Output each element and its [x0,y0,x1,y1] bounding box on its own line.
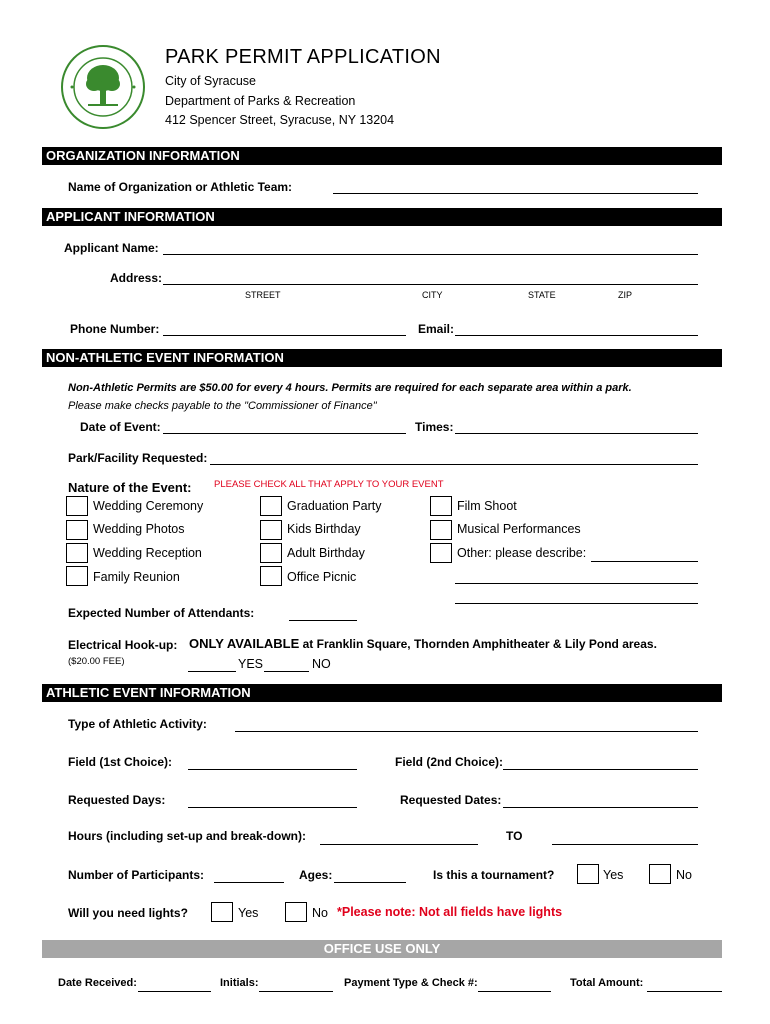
total-amount-label: Total Amount: [570,977,644,989]
electrical-note [189,636,657,651]
hours-to-label: TO [506,829,523,843]
option-office-picnic: Office Picnic [287,570,357,584]
option-wedding-reception: Wedding Reception [93,546,202,560]
page-title: PARK PERMIT APPLICATION [165,46,441,68]
payment-field[interactable] [478,991,551,992]
option-family-reunion: Family Reunion [93,570,180,584]
checkbox-wedding-ceremony[interactable] [66,496,88,516]
electrical-fee: ($20.00 FEE) [68,656,125,667]
electrical-note-emphasis: ONLY AVAILABLE [189,636,300,651]
section-non-athletic: NON-ATHLETIC EVENT INFORMATION [42,349,722,367]
applicant-name-label: Applicant Name: [64,241,159,255]
checkbox-lights-yes[interactable] [211,902,233,922]
requested-dates-field[interactable] [503,807,698,808]
electrical-label: Electrical Hook-up: [68,638,178,652]
check-all-note: PLEASE CHECK ALL THAT APPLY TO YOUR EVENT [214,479,444,490]
checkbox-kids-birthday[interactable] [260,520,282,540]
header-department: Department of Parks & Recreation [165,94,356,108]
checkbox-lights-no[interactable] [285,902,307,922]
tournament-yes-label: Yes [603,868,624,882]
event-date-label: Date of Event: [80,420,161,434]
phone-label: Phone Number: [70,322,160,336]
field-2nd-label: Field (2nd Choice): [395,755,503,769]
attendants-field[interactable] [289,620,357,621]
header-address: 412 Spencer Street, Syracuse, NY 13204 [165,113,395,127]
electrical-yes-label: YES [238,657,264,671]
electrical-yes-field[interactable] [188,671,236,672]
email-label: Email: [418,322,455,336]
checks-payable-note: Please make checks payable to the "Commissioner of Finance" [68,400,377,412]
non-athletic-fee-note: Non-Athletic Permits are $50.00 for every 4 hours. Permits are required for each separate area within a park. [68,382,632,394]
lights-yes-label: Yes [238,906,259,920]
tournament-label: Is this a tournament? [433,868,555,882]
checkbox-family-reunion[interactable] [66,566,88,586]
participants-label: Number of Participants: [68,868,205,882]
other-describe-field-2[interactable] [455,583,698,584]
org-name-field[interactable] [333,193,698,194]
phone-field[interactable] [163,335,406,336]
initials-field[interactable] [259,991,333,992]
athletic-type-field[interactable] [235,731,698,732]
option-other: Other: please describe: [457,546,587,560]
total-amount-field[interactable] [647,991,722,992]
option-wedding-photos: Wedding Photos [93,522,185,536]
times-field[interactable] [455,433,698,434]
initials-label: Initials: [220,977,259,989]
checkbox-wedding-photos[interactable] [66,520,88,540]
requested-days-label: Requested Days: [68,793,166,807]
checkbox-adult-birthday[interactable] [260,543,282,563]
field-1st-label: Field (1st Choice): [68,755,173,769]
other-describe-field-1[interactable] [591,561,698,562]
checkbox-other[interactable] [430,543,452,563]
athletic-type-label: Type of Athletic Activity: [68,717,207,731]
lights-label: Will you need lights? [68,906,188,920]
option-kids-birthday: Kids Birthday [287,522,361,536]
electrical-no-field[interactable] [264,671,309,672]
section-applicant: APPLICANT INFORMATION [42,208,722,226]
hours-label: Hours (including set-up and break-down): [68,829,306,843]
applicant-name-field[interactable] [163,254,698,255]
payment-label: Payment Type & Check #: [344,977,478,989]
electrical-no-label: NO [312,657,331,671]
address-field[interactable] [163,284,698,285]
org-name-label: Name of Organization or Athletic Team: [68,180,293,194]
city-caption: CITY [422,290,443,300]
event-date-field[interactable] [163,433,406,434]
field-1st-field[interactable] [188,769,357,770]
electrical-note-rest: at Franklin Square, Thornden Amphitheater & Lily Pond areas. [299,637,657,651]
tournament-no-label: No [676,868,692,882]
checkbox-tournament-yes[interactable] [577,864,599,884]
hours-from-field[interactable] [320,844,478,845]
section-organization: ORGANIZATION INFORMATION [42,147,722,165]
state-caption: STATE [528,290,556,300]
date-received-field[interactable] [138,991,211,992]
field-2nd-field[interactable] [503,769,698,770]
option-musical-performances: Musical Performances [457,522,581,536]
participants-field[interactable] [214,882,284,883]
street-caption: STREET [245,290,281,300]
times-label: Times: [415,420,454,434]
checkbox-graduation-party[interactable] [260,496,282,516]
zip-caption: ZIP [618,290,633,300]
option-wedding-ceremony: Wedding Ceremony [93,499,204,513]
nature-label: Nature of the Event: [68,480,192,495]
header-city: City of Syracuse [165,74,257,88]
section-athletic: ATHLETIC EVENT INFORMATION [42,684,722,702]
address-label: Address: [110,271,163,285]
facility-field[interactable] [210,464,698,465]
checkbox-wedding-reception[interactable] [66,543,88,563]
lights-no-label: No [312,906,328,920]
ages-label: Ages: [299,868,333,882]
section-office-use: OFFICE USE ONLY [42,940,722,958]
checkbox-tournament-no[interactable] [649,864,671,884]
city-logo [60,44,146,130]
lights-note: *Please note: Not all fields have lights [337,905,563,919]
attendants-label: Expected Number of Attendants: [68,606,255,620]
checkbox-office-picnic[interactable] [260,566,282,586]
hours-to-field[interactable] [552,844,698,845]
ages-field[interactable] [334,882,406,883]
option-film-shoot: Film Shoot [457,499,517,513]
requested-dates-label: Requested Dates: [400,793,502,807]
email-field[interactable] [455,335,698,336]
checkbox-musical-performances[interactable] [430,520,452,540]
checkbox-film-shoot[interactable] [430,496,452,516]
other-describe-field-3[interactable] [455,603,698,604]
option-adult-birthday: Adult Birthday [287,546,365,560]
date-received-label: Date Received: [58,977,137,989]
park-tree-icon [60,44,146,130]
facility-label: Park/Facility Requested: [68,451,208,465]
requested-days-field[interactable] [188,807,357,808]
option-graduation-party: Graduation Party [287,499,382,513]
